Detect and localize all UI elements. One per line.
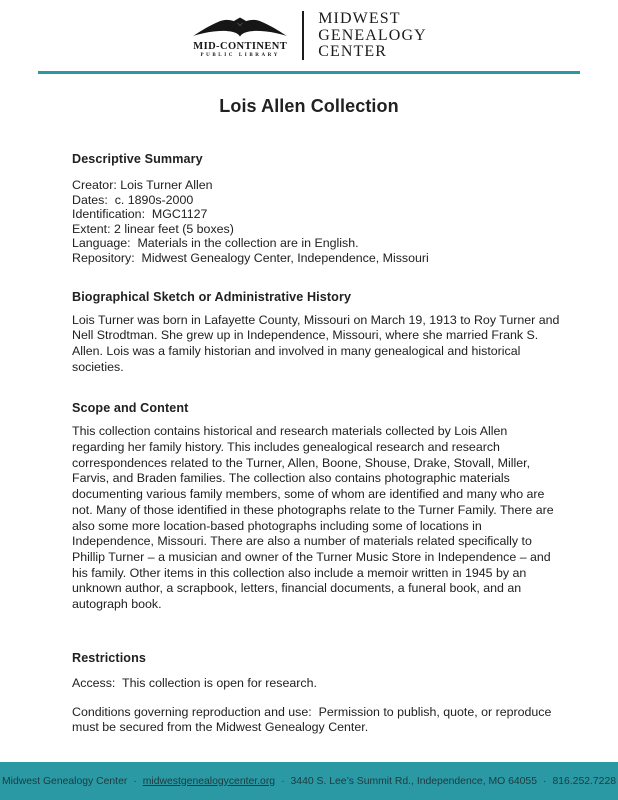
summary-dates: Dates: c. 1890s-2000: [72, 192, 194, 207]
wordmark-line-1: MIDWEST: [318, 10, 401, 27]
wordmark-line-3: CENTER: [318, 43, 388, 60]
footer-bullet-3: ·: [542, 775, 547, 787]
footer-bullet-2: ·: [281, 775, 285, 787]
page-title: Lois Allen Collection: [219, 96, 399, 116]
summary-identification: Identification: MGC1127: [72, 207, 208, 222]
footer-phone: 816.252.7228: [552, 775, 617, 787]
library-name: MID-CONTINENT: [193, 41, 288, 53]
header: [0, 11, 618, 61]
library-logo: [191, 13, 289, 58]
wordmark-line-2: GENEALOGY: [318, 26, 427, 44]
scope-and-content-heading: Scope and Content: [72, 401, 189, 416]
document-body: [72, 152, 562, 736]
footer-website-link[interactable]: midwestgenealogycenter.org: [142, 775, 276, 787]
summary-repository: Repository: Midwest Genealogy Center, Independence, Missouri: [72, 250, 429, 265]
open-book-logo-icon: [191, 13, 289, 43]
center-wordmark: [318, 11, 427, 61]
header-rule: [38, 71, 580, 74]
restrictions-conditions-text: Conditions governing reproduction and use: Permission to publish, quote, or reproduce must be secured from the Midwest Genealogy Center.: [72, 704, 555, 735]
footer-bar: [0, 762, 618, 800]
summary-creator: Creator: Lois Turner Allen: [72, 178, 213, 192]
biographical-sketch-heading: Biographical Sketch or Administrative History: [72, 289, 352, 304]
footer-org-name: Midwest Genealogy Center: [1, 775, 128, 787]
footer-bullet-1: ·: [133, 775, 137, 787]
footer-address: 3440 S. Lee’s Summit Rd., Independence, MO 64055: [290, 775, 537, 787]
restrictions-heading: Restrictions: [72, 650, 146, 665]
summary-language: Language: Materials in the collection are in English.: [72, 236, 359, 251]
library-subtitle: PUBLIC LIBRARY: [200, 53, 280, 59]
descriptive-summary-list: [72, 178, 562, 266]
scope-and-content-text: This collection contains historical and research materials collected by Lois Allen regarding her family history. This includes genealogical research and research correspondences related to the Turner, Allen, Boone, Shouse, Drake, Stovall, Miller, Farvis, and Braden families. The collection also contains photographic materials documenting various family members, some of whom are identified and many who are not. Many of those identified in these photographs relate to the Turner Family. There are also some more location-based photographs including some of locations in Independence, Missouri. There are also a number of materials related specifically to Phillip Turner – a musician and owner of the Turner Music Store in Independence – and his family. Other items in this collection also include a memoir written in 1945 by an unknown author, a scrapbook, letters, financial documents, a funeral book, and an autograph book.: [72, 424, 558, 612]
restrictions-access-text: Access: This collection is open for research.: [72, 675, 317, 690]
header-divider: [302, 11, 304, 60]
summary-extent: Extent: 2 linear feet (5 boxes): [72, 221, 234, 236]
biographical-sketch-text: Lois Turner was born in Lafayette County, Missouri on March 19, 1913 to Roy Turner and Nell Strodtman. She grew up in Independence, Missouri, where she married Frank S. Allen. Lois was a family historian and involved in many genealogical and historical societies.: [72, 312, 563, 374]
descriptive-summary-heading: Descriptive Summary: [72, 152, 203, 166]
